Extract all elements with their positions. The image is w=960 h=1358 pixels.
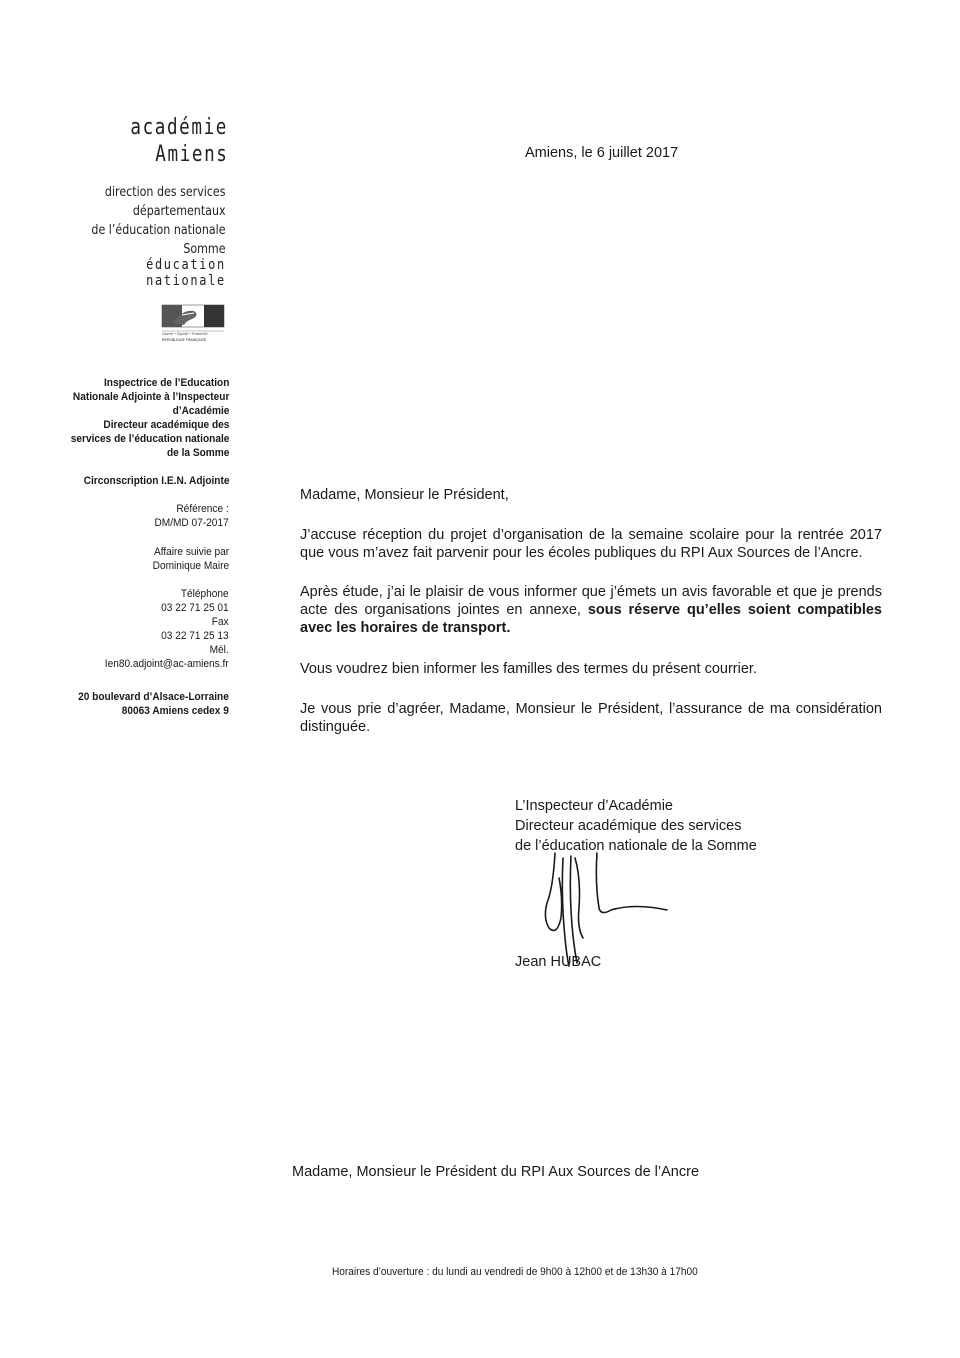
telephone-value: 03 22 71 25 01	[161, 602, 229, 614]
signatory-line: de l’éducation nationale de la Somme	[515, 838, 757, 854]
sender-title	[70, 376, 229, 460]
sender-title-line: de la Somme	[166, 447, 229, 459]
reference-block	[155, 502, 229, 530]
signatory-title	[515, 796, 757, 856]
salutation: Madame, Monsieur le Président,	[300, 487, 509, 503]
sender-title-line: Inspectrice de l’Education	[103, 377, 229, 389]
recipient-address: Madame, Monsieur le Président du RPI Aux Sources de l’Ancre	[292, 1164, 700, 1180]
paragraph-2-emphasis: sous réserve qu’elles soient compatibles avec les horaires de transport.	[300, 602, 882, 636]
sender-title-line: services de l’éducation nationale	[70, 433, 229, 445]
mel-label: Mél.	[209, 644, 229, 656]
affaire-label: Affaire suivie par	[153, 546, 229, 558]
education-nationale-mark	[146, 257, 226, 289]
reference-label: Référence :	[176, 503, 229, 515]
fax-label: Fax	[212, 616, 229, 628]
direction-line: direction des services	[105, 184, 226, 200]
reference-value: DM/MD 07-2017	[154, 517, 229, 529]
sender-title-line: Directeur académique des	[103, 419, 229, 431]
sender-title-line: Nationale Adjointe à l’Inspecteur	[72, 391, 230, 403]
paragraph-2-text: Après étude, j’ai le plaisir de vous informer que j’émets un avis favorable et que je prends acte des organisations jointes en annexe,	[300, 584, 882, 618]
direction-block	[92, 183, 226, 259]
postal-address	[78, 690, 229, 718]
republique-francaise-logo	[160, 303, 226, 343]
academie-brand-line2: Amiens	[154, 142, 228, 167]
edu-line2: nationale	[146, 273, 226, 289]
telephone-label: Téléphone	[181, 588, 229, 600]
circonscription: Circonscription I.E.N. Adjointe	[83, 475, 229, 487]
contact-block	[105, 587, 229, 671]
signatory-line: Directeur académique des services	[515, 818, 742, 834]
edu-line1: éducation	[146, 257, 226, 273]
paragraph-1: J’accuse réception du projet d’organisation de la semaine scolaire pour la rentrée 2017 que vous m’avez fait parvenir pour les écoles publiques du RPI Aux Sources de l’Ancre.	[300, 527, 882, 561]
opening-hours: Horaires d’ouverture : du lundi au vendredi de 9h00 à 12h00 et de 13h30 à 17h00	[332, 1266, 698, 1278]
sender-title-line: d’Académie	[172, 405, 229, 417]
academie-brand-line1: académie	[130, 115, 228, 140]
direction-line: départementaux	[133, 203, 226, 219]
signatory-name: Jean HUBAC	[515, 954, 602, 970]
email-address: Ien80.adjoint@ac-amiens.fr	[105, 658, 229, 670]
direction-line: de l’éducation nationale	[91, 222, 226, 238]
fax-value: 03 22 71 25 13	[161, 630, 229, 642]
affaire-value: Dominique Maire	[152, 560, 229, 572]
logo-caption1: Liberté • Égalité • Fraternité	[162, 332, 208, 336]
paragraph-2	[300, 583, 882, 637]
signatory-line: L’Inspecteur d’Académie	[515, 798, 673, 814]
direction-line: Somme	[183, 241, 226, 257]
paragraph-3: Vous voudrez bien informer les familles des termes du présent courrier.	[300, 661, 757, 677]
address-line: 20 boulevard d’Alsace-Lorraine	[78, 691, 229, 703]
affaire-block	[152, 545, 229, 573]
paragraph-4: Je vous prie d’agréer, Madame, Monsieur le Président, l’assurance de ma considération distinguée.	[300, 701, 882, 735]
address-line: 80063 Amiens cedex 9	[121, 705, 229, 717]
letter-date: Amiens, le 6 juillet 2017	[525, 145, 679, 161]
logo-caption2: RÉPUBLIQUE FRANÇAISE	[162, 338, 207, 342]
